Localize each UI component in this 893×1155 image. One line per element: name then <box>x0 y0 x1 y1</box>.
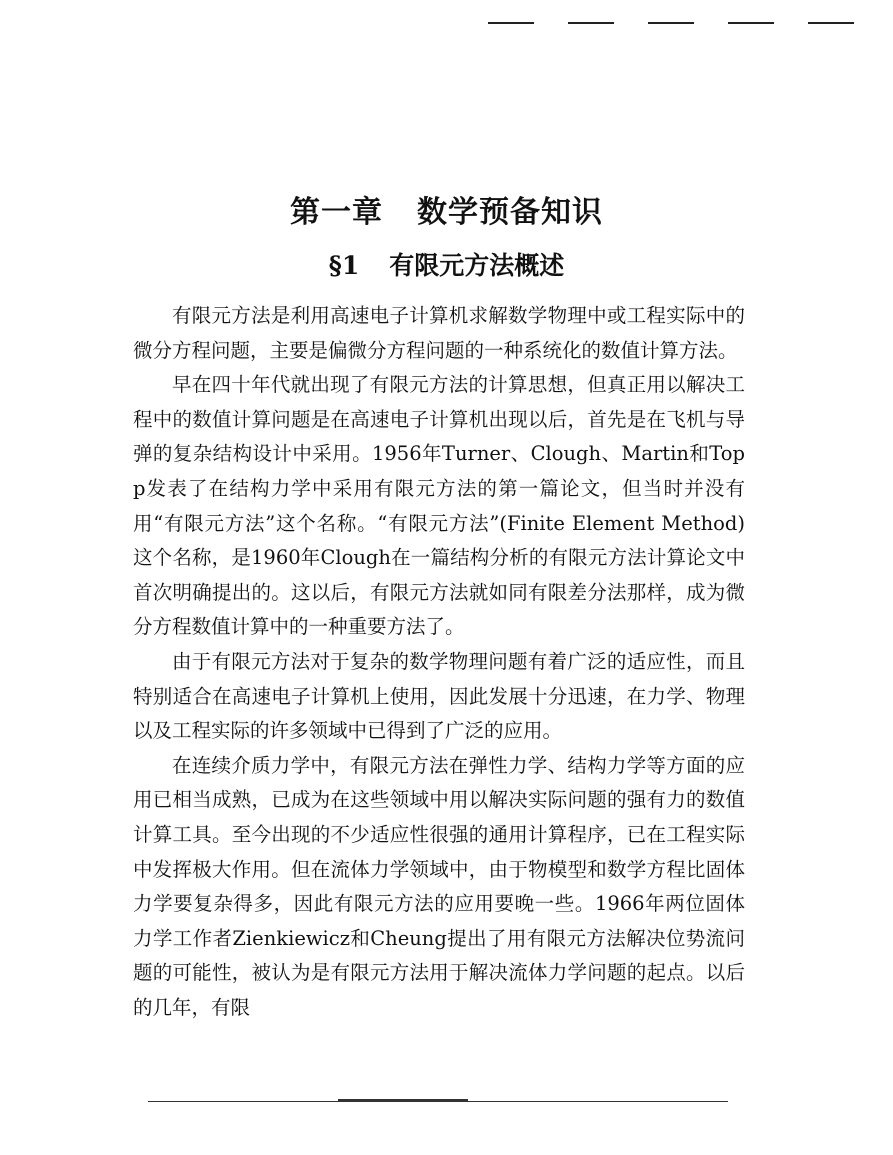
paragraph: 由于有限元方法对于复杂的数学物理问题有着广泛的适应性，而且特别适合在高速电子计算机上使用，因此发展十分迅速，在力学、物理以及工程实际的许多领域中已得到了广泛的应用。 <box>133 649 745 743</box>
chapter-title <box>0 193 893 233</box>
top-rule-segment <box>648 22 694 24</box>
chapter-name: 数学预备知识 <box>417 195 603 230</box>
body-text <box>133 299 745 1025</box>
top-rule-segment <box>808 22 854 24</box>
bottom-scan-rule <box>148 1098 728 1104</box>
paragraph: 有限元方法是利用高速电子计算机求解数学物理中或工程实际中的微分方程问题，主要是偏微分方程问题的一种系统化的数值计算方法。 <box>133 304 745 362</box>
paragraph: 早在四十年代就出现了有限元方法的计算思想，但真正用以解决工程中的数值计算问题是在高速电子计算机出现以后，首先是在飞机与导弹的复杂结构设计中采用。1956年Turner、Clough、Martin和Topp发表了在结构力学中采用有限元方法的第一篇论文，但当时并没有用“有限元方法”这个名称。“有限元方法”(Finite Element Method)这个名称，是1960年Clough在一篇结构分析的有限元方法计算论文中首次明确提出的。这以后，有限元方法就如同有限差分法那样，成为微分方程数值计算中的一种重要方法了。 <box>133 373 745 639</box>
top-rule-segment <box>488 22 534 24</box>
top-decorative-rules <box>488 22 893 26</box>
section-title <box>0 248 893 284</box>
bottom-rule-thick <box>338 1099 468 1102</box>
section-name: 有限元方法概述 <box>389 251 565 280</box>
section-number: §1 <box>328 251 360 280</box>
top-rule-segment <box>728 22 774 24</box>
top-rule-segment <box>568 22 614 24</box>
paragraph: 在连续介质力学中，有限元方法在弹性力学、结构力学等方面的应用已相当成熟，已成为在这些领域中用以解决实际问题的强有力的数值计算工具。至今出现的不少适应性很强的通用计算程序，已在工程实际中发挥极大作用。但在流体力学领域中，由于物模型和数学方程比固体力学要复杂得多，因此有限元方法的应用要晚一些。1966年两位固体力学工作者Zienkiewicz和Cheung提出了用有限元方法解决位势流问题的可能性，被认为是有限元方法用于解决流体力学问题的起点。以后的几年，有限 <box>133 753 745 1019</box>
chapter-number: 第一章 <box>290 195 383 230</box>
